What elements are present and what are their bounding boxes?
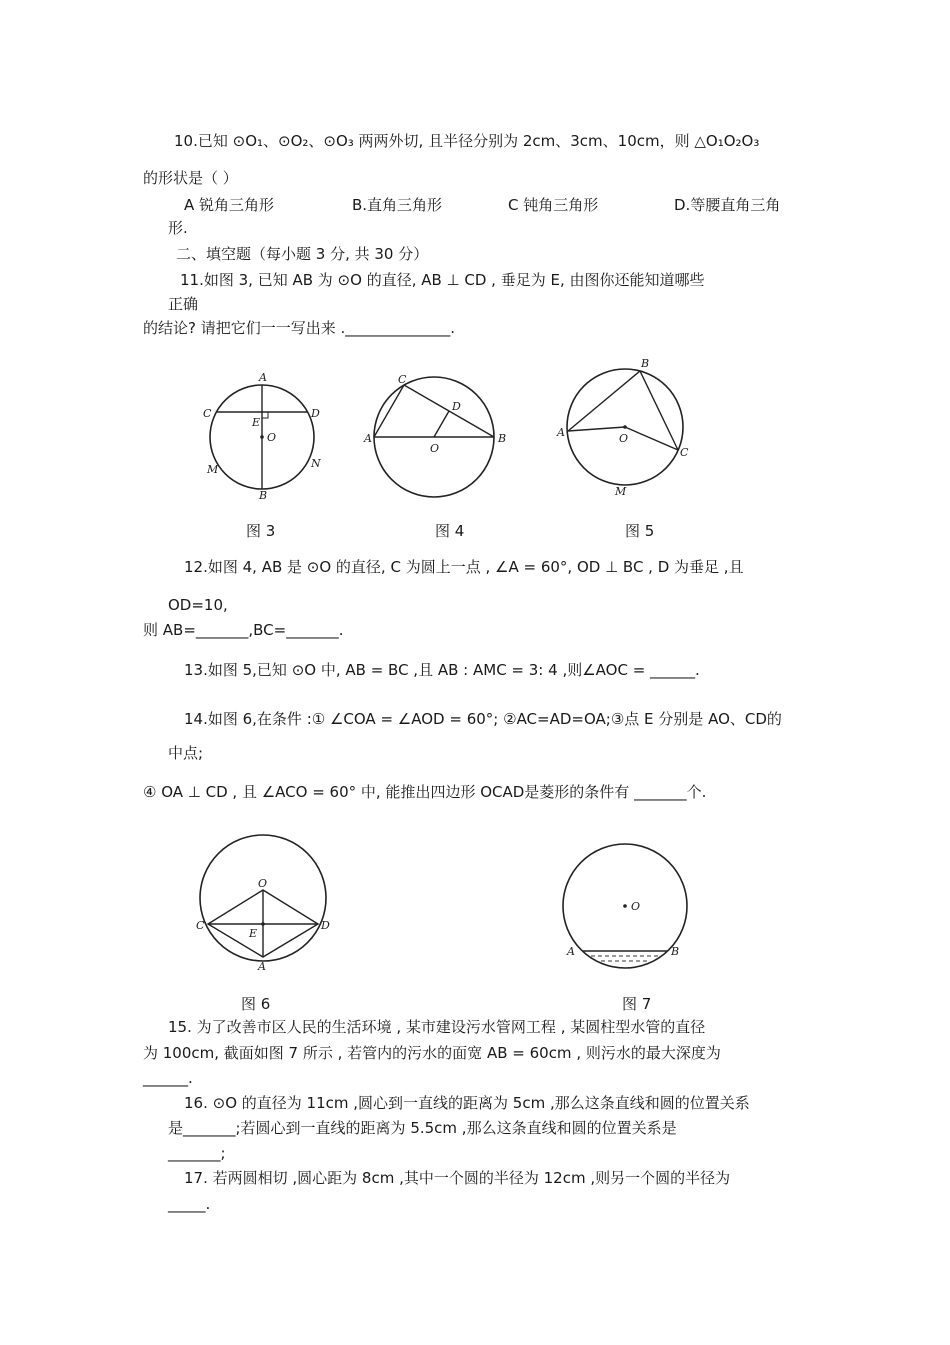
figure-4 <box>360 370 515 505</box>
fig5-label-m: M <box>615 485 627 498</box>
fig6-label-e: E <box>249 927 258 940</box>
fig4-caption: 图 4 <box>435 522 465 540</box>
q15-stem: 15. 为了改善市区人民的生活环境 , 某市建设污水管网工程 , 某圆柱型水管的直径 <box>168 1018 706 1036</box>
q14-prompt: ④ OA ⊥ CD , 且 ∠ACO = 60° 中, 能推出四边形 OCAD是菱形的条件有 _______个. <box>143 783 707 801</box>
fig7-center <box>623 904 627 908</box>
section-title: 二、填空题（每小题 3 分, 共 30 分） <box>176 245 429 263</box>
q14-stem-cont: 中点; <box>168 744 204 762</box>
fig5-label-c: C <box>680 446 689 459</box>
q10-option-a: A 锐角三角形 <box>184 196 275 214</box>
fig6-label-c: C <box>196 919 205 932</box>
figure-7 <box>555 840 695 972</box>
fig5-label-b: B <box>641 357 650 370</box>
q15-stem-cont: 为 100cm, 截面如图 7 所示 , 若管内的污水的面宽 AB = 60cm , 则污水的最大深度为 <box>143 1044 721 1062</box>
q10-option-b: B.直角三角形 <box>352 196 443 214</box>
fig4-label-c: C <box>398 373 407 386</box>
q15-answer-blank: ______. <box>143 1069 193 1087</box>
q11-stem: 11.如图 3, 已知 AB 为 ⊙O 的直径, AB ⊥ CD , 垂足为 E, 由图你还能知道哪些 <box>180 271 705 289</box>
fig5-radius-oc <box>625 427 678 450</box>
fig3-label-c: C <box>203 407 212 420</box>
fig4-label-o: O <box>430 442 440 455</box>
fig4-label-d: D <box>452 400 461 413</box>
q12-stem-cont: OD=10, <box>168 596 228 614</box>
fig7-label-a: A <box>567 945 575 958</box>
fig6-label-d: D <box>321 919 330 932</box>
q12-prompt: 则 AB=_______,BC=_______. <box>143 621 344 639</box>
q10-stem-cont: 的形状是（ ） <box>143 169 238 187</box>
fig3-label-n: N <box>311 457 321 470</box>
q16-answer-blank: _______; <box>168 1144 226 1162</box>
fig7-label-b: B <box>671 945 680 958</box>
q16-stem: 16. ⊙O 的直径为 11cm ,圆心到一直线的距离为 5cm ,那么这条直线和圆的位置关系 <box>184 1094 750 1112</box>
q11-stem-cont: 正确 <box>168 295 199 313</box>
fig3-label-b: B <box>259 489 268 502</box>
fig3-label-a: A <box>259 371 267 384</box>
q10-option-d-cont: 形. <box>168 219 188 237</box>
fig3-label-m: M <box>207 463 219 476</box>
q13-stem: 13.如图 5,已知 ⊙O 中, AB = BC ,且 AB : AMC = 3: 4 ,则∠AOC = ______. <box>184 661 700 679</box>
q17-stem: 17. 若两圆相切 ,圆心距为 8cm ,其中一个圆的半径为 12cm ,则另一个圆的半径为 <box>184 1169 731 1187</box>
fig4-chord-ac <box>374 385 404 437</box>
fig5-chord-ab <box>568 371 640 431</box>
q14-stem: 14.如图 6,在条件 :① ∠COA = ∠AOD = 60°; ②AC=AD=OA;③点 E 分别是 AO、CD的 <box>184 710 782 728</box>
fig3-label-e: E <box>252 416 261 429</box>
q12-stem: 12.如图 4, AB 是 ⊙O 的直径, C 为圆上一点 , ∠A = 60°, OD ⊥ BC , D 为垂足 ,且 <box>184 558 744 576</box>
fig5-chord-bc <box>640 371 678 450</box>
fig6-point-e <box>261 922 265 926</box>
fig5-label-o: O <box>619 432 629 445</box>
q17-answer-blank: _____. <box>168 1195 211 1213</box>
q10-option-d: D.等腰直角三角 <box>674 196 781 214</box>
q10-stem: 10.已知 ⊙O₁、⊙O₂、⊙O₃ 两两外切, 且半径分别为 2cm、3cm、10cm，则 △O₁O₂O₃ <box>174 132 760 150</box>
fig4-label-a: A <box>364 432 372 445</box>
fig3-caption: 图 3 <box>246 522 276 540</box>
fig7-caption: 图 7 <box>622 995 652 1013</box>
fig7-label-o: O <box>631 900 641 913</box>
fig6-label-o: O <box>258 877 268 890</box>
fig3-label-o: O <box>267 431 277 444</box>
fig5-label-a: A <box>557 426 565 439</box>
fig5-caption: 图 5 <box>625 522 655 540</box>
q16-stem-cont: 是_______;若圆心到一直线的距离为 5.5cm ,那么这条直线和圆的位置关系是 <box>168 1119 677 1137</box>
fig4-label-b: B <box>498 432 507 445</box>
fig6-caption: 图 6 <box>241 995 271 1013</box>
q11-prompt: 的结论? 请把它们一一写出来 .______________. <box>143 319 456 337</box>
fig3-right-angle-mark <box>262 412 268 418</box>
q10-option-c: C 钝角三角形 <box>508 196 599 214</box>
fig5-radius-oa <box>568 427 625 431</box>
fig3-center <box>260 435 264 439</box>
figure-5 <box>553 355 698 500</box>
figure-3 <box>195 370 325 505</box>
fig6-label-a: A <box>258 960 266 973</box>
fig4-segment-od <box>434 411 449 437</box>
figure-6 <box>190 832 340 974</box>
fig3-label-d: D <box>311 407 320 420</box>
fig5-center <box>623 425 627 429</box>
